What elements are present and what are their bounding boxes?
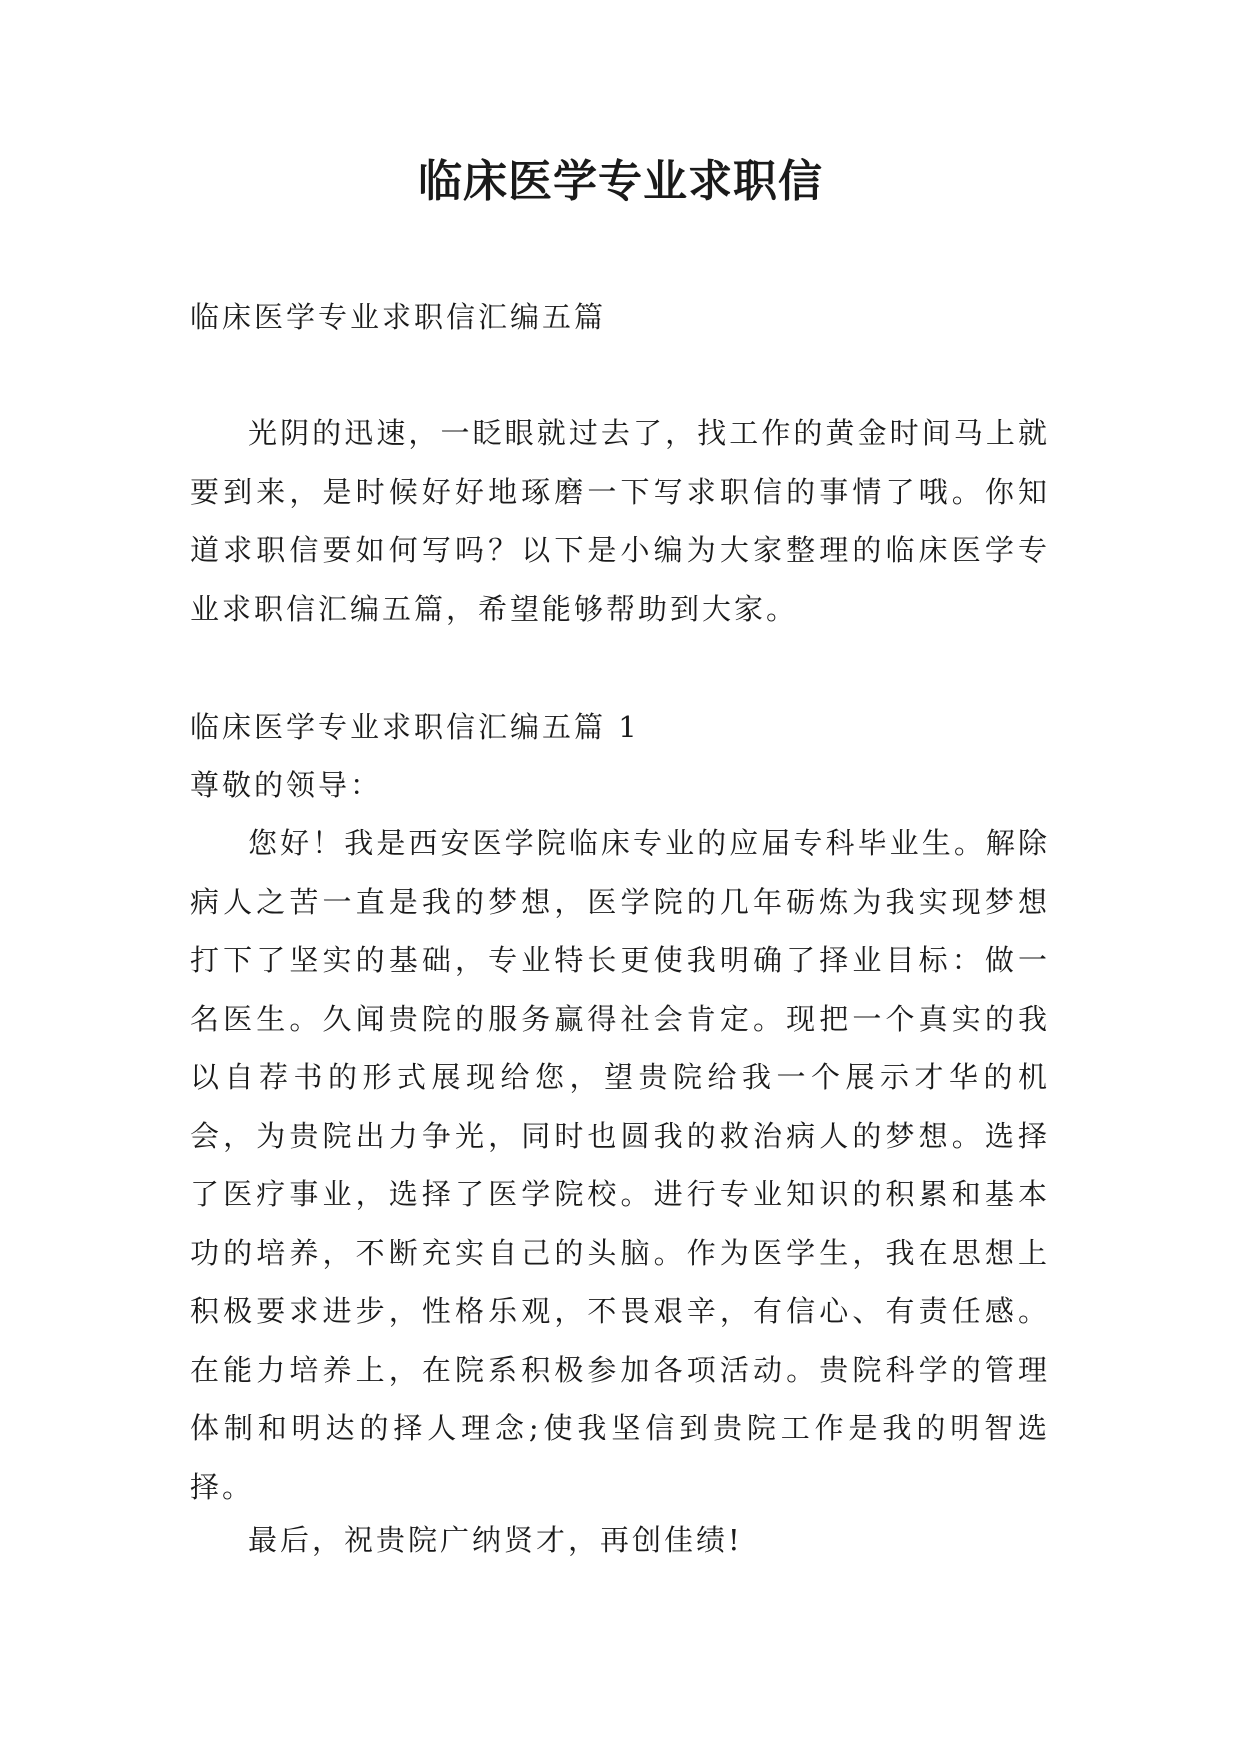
letter-body-paragraph: 您好！我是西安医学院临床专业的应届专科毕业生。解除病人之苦一直是我的梦想，医学院的几年砺炼为我实现梦想打下了坚实的基础，专业特长更使我明确了择业目标：做一名医生。久闻贵院的服务赢得社会肯定。现把一个真实的我以自荐书的形式展现给您，望贵院给我一个展示才华的机会，为贵院出力争光，同时也圆我的救治病人的梦想。选择了医疗事业，选择了医学院校。进行专业知识的积累和基本功的培养，不断充实自己的头脑。作为医学生，我在思想上积极要求进步，性格乐观，不畏艰辛，有信心、有责任感。在能力培养上，在院系积极参加各项活动。贵院科学的管理体制和明达的择人理念;使我坚信到贵院工作是我的明智选择。: [190, 826, 1050, 1504]
intro-paragraph: 光阴的迅速，一眨眼就过去了，找工作的黄金时间马上就要到来，是时候好好地琢磨一下写求职信的事情了哦。你知道求职信要如何写吗？以下是小编为大家整理的临床医学专业求职信汇编五篇，希望能够帮助到大家。: [190, 416, 1050, 626]
document-subtitle: 临床医学专业求职信汇编五篇: [190, 300, 607, 334]
letter-salutation: 尊敬的领导：: [190, 768, 383, 802]
section-heading: 临床医学专业求职信汇编五篇 1: [190, 710, 640, 744]
letter-closing: 最后，祝贵院广纳贤才，再创佳绩!: [248, 1523, 743, 1557]
document-title: 临床医学专业求职信: [418, 156, 823, 207]
